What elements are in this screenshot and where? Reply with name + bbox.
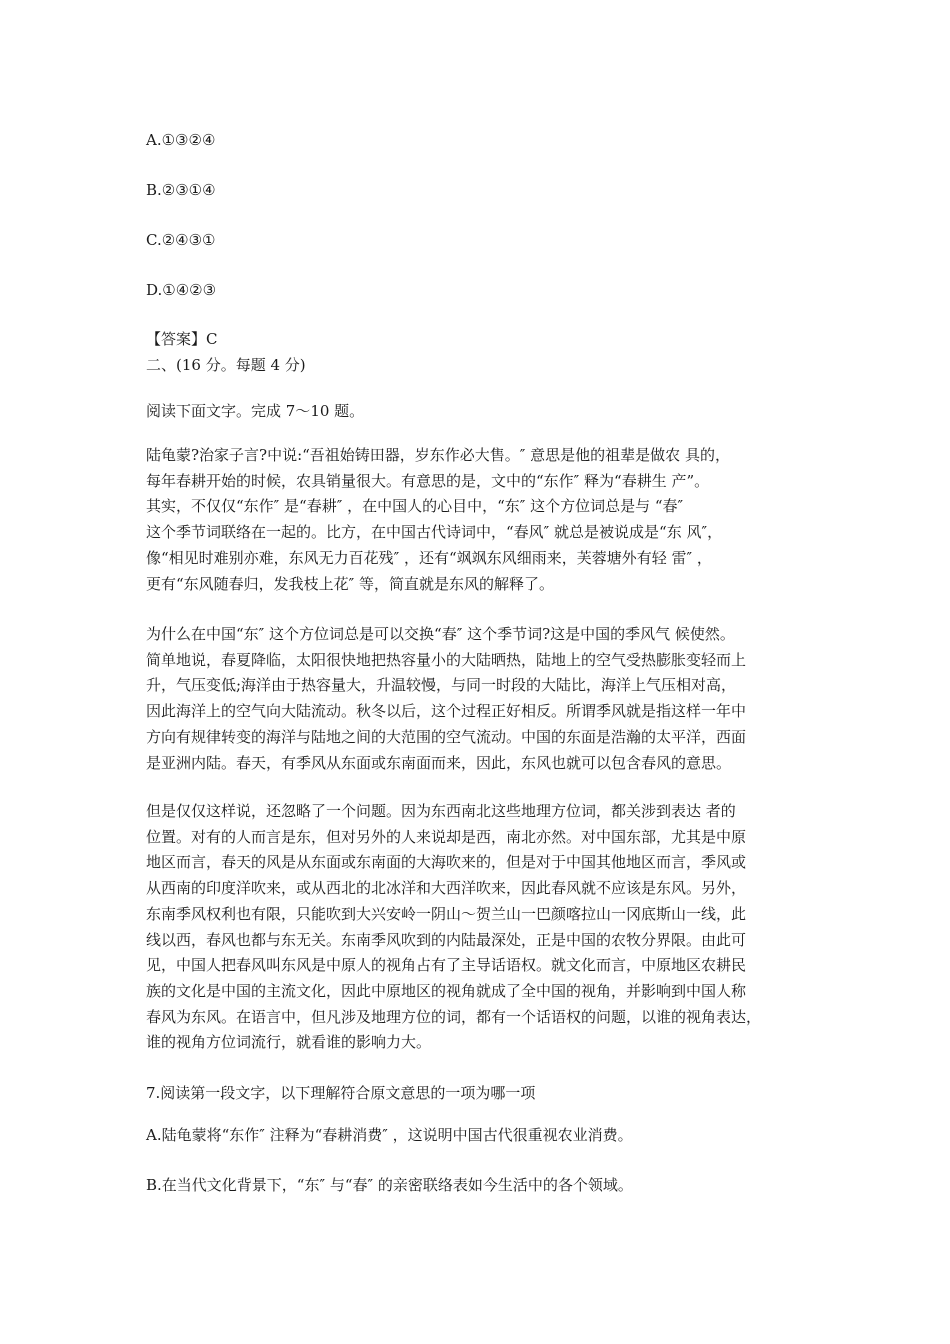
passage-line: 族的文化是中国的主流文化，因此中原地区的视角就成了全中国的视角，并影响到中国人称 <box>146 981 747 1000</box>
passage-paragraph-3 <box>146 799 814 1056</box>
question-7-option-b: B.在当代文化背景下，“东″ 与“春″ 的亲密联络表如今生活中的各个领域。 <box>146 1176 633 1194</box>
option-c: C.②④③① <box>146 231 216 249</box>
passage-paragraph-2 <box>146 622 814 776</box>
passage-line: 位置。对有的人而言是东，但对另外的人来说却是西，南北亦然。对中国东部，尤其是中原 <box>146 827 747 846</box>
passage-line: 升，气压变低;海洋由于热容量大，升温较慢，与同一时段的大陆比，海洋上气压相对高， <box>146 676 737 695</box>
passage-line: 其实，不仅仅“东作″ 是“春耕″ ，在中国人的心目中，“东″ 这个方位词总是与 “春″ <box>146 497 684 516</box>
passage-line: 地区而言，春天的风是从东面或东南面的大海吹来的，但是对于中国其他地区而言，季风或 <box>146 853 747 872</box>
passage-line: 春风为东风。在语言中，但凡涉及地理方位的词，都有一个话语权的问题，以谁的视角表达， <box>146 1007 762 1026</box>
question-7-stem: 7.阅读第一段文字，以下理解符合原文意思的一项为哪一项 <box>146 1084 536 1102</box>
passage-line: 像“相见时难别亦难，东风无力百花残″ ，还有“飒飒东风细雨来，芙蓉塘外有轻 雷″ ， <box>146 548 712 567</box>
passage-line: 方向有规律转变的海洋与陆地之间的大范围的空气流动。中国的东面是浩瀚的太平洋，西面 <box>146 727 747 746</box>
option-d: D.①④②③ <box>146 281 217 299</box>
passage-line: 谁的视角方位词流行，就看谁的影响力大。 <box>146 1033 432 1052</box>
question-7-option-a: A.陆龟蒙将“东作″ 注释为“春耕消费″ ，这说明中国古代很重视农业消费。 <box>146 1126 633 1144</box>
answer-line: 【答案】C <box>146 330 218 348</box>
reading-instruction: 阅读下面文字。完成 7～10 题。 <box>146 402 365 420</box>
passage-line: 东南季风权利也有限，只能吹到大兴安岭一阴山～贺兰山一巴颜喀拉山一冈底斯山一线，此 <box>146 904 747 923</box>
passage-line: 线以西，春风也都与东无关。东南季风吹到的内陆最深处，正是中国的农牧分界限。由此可 <box>146 930 747 949</box>
passage-line: 为什么在中国“东″ 这个方位词总是可以交换“春″ 这个季节词?这是中国的季风气 候使然。 <box>146 625 735 643</box>
passage-line: 见，中国人把春风叫东风是中原人的视角占有了主导话语权。就文化而言，中原地区农耕民 <box>146 956 747 975</box>
passage-line: 这个季节词联络在一起的。比方，在中国古代诗词中，“春风″ 就总是被说成是“东 风″， <box>146 523 723 542</box>
passage-line: 从西南的印度洋吹来，或从西北的北冰洋和大西洋吹来，因此春风就不应该是东风。另外， <box>146 879 747 898</box>
passage-line: 是亚洲内陆。春天，有季风从东面或东南面而来，因此，东风也就可以包含春风的意思。 <box>146 753 732 772</box>
passage-line: 简单地说，春夏降临，太阳很快地把热容量小的大陆晒热，陆地上的空气受热膨胀变轻而上 <box>146 650 747 669</box>
option-b: B.②③①④ <box>146 181 216 199</box>
option-a: A.①③②④ <box>146 131 216 149</box>
passage-paragraph-1 <box>146 443 814 597</box>
passage-line: 更有“东风随春归，发我枝上花″ 等，简直就是东风的解释了。 <box>146 574 555 593</box>
passage-line: 陆龟蒙?治家子言?中说:“吾祖始铸田器，岁东作必大售。″ 意思是他的祖辈是做农 具的， <box>146 446 730 464</box>
section-heading: 二、(16 分。每题 4 分) <box>146 356 306 374</box>
passage-line: 每年春耕开始的时候，农具销量很大。有意思的是，文中的“东作″ 释为“春耕生 产”。 <box>146 471 710 490</box>
passage-line: 但是仅仅这样说，还忽略了一个问题。因为东西南北这些地理方位词，都关涉到表达 者的 <box>146 802 736 820</box>
passage-line: 因此海洋上的空气向大陆流动。秋冬以后，这个过程正好相反。所谓季风就是指这样一年中 <box>146 702 747 721</box>
